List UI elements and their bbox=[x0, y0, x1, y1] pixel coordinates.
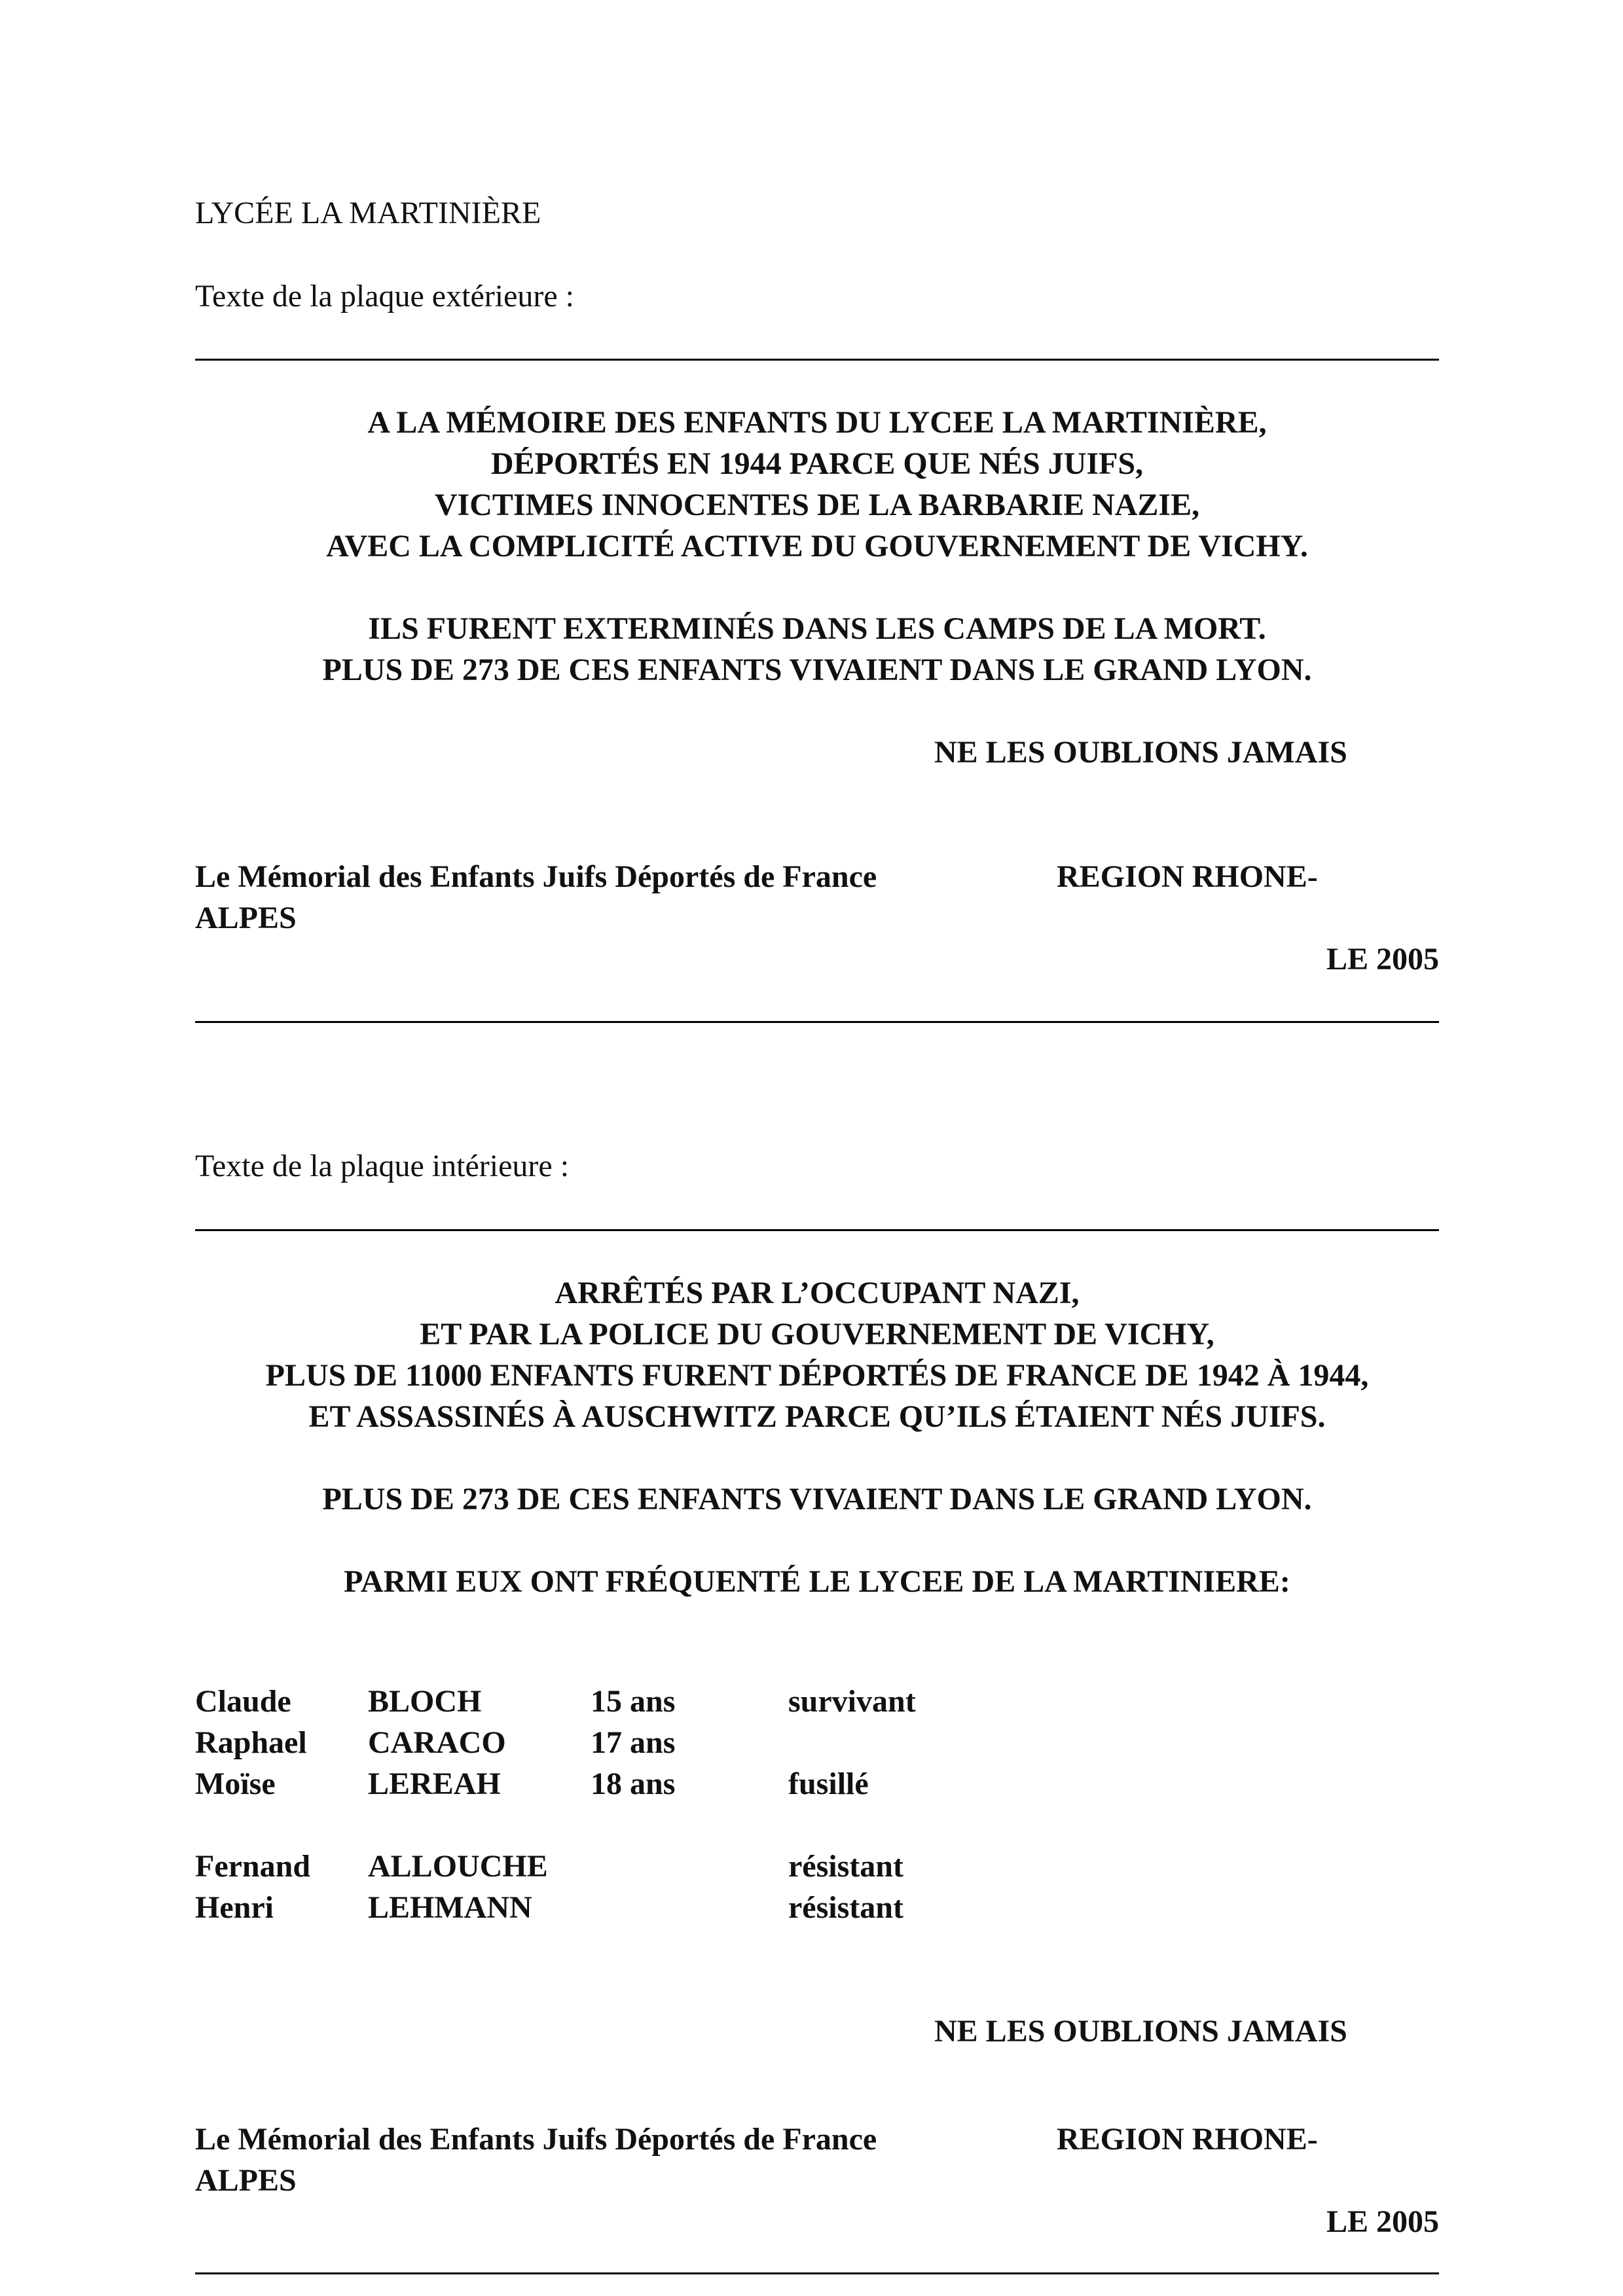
exterior-text-line: A LA MÉMOIRE DES ENFANTS DU LYCEE LA MARTINIÈRE, bbox=[367, 405, 1267, 440]
age: 17 ans bbox=[591, 1725, 676, 1760]
first-name: Fernand bbox=[195, 1849, 311, 1884]
list-item bbox=[195, 1683, 1046, 1723]
last-name: LEHMANN bbox=[368, 1890, 532, 1925]
interior-text-line: ET ASSASSINÉS À AUSCHWITZ PARCE QU’ILS ÉTAIENT NÉS JUIFS. bbox=[308, 1399, 1326, 1434]
interior-signature: Le Mémorial des Enfants Juifs Déportés de France bbox=[195, 2122, 877, 2157]
interior-motto: NE LES OUBLIONS JAMAIS bbox=[934, 2014, 1347, 2049]
first-name: Claude bbox=[195, 1684, 291, 1719]
exterior-text-line: ILS FURENT EXTERMINÉS DANS LES CAMPS DE LA MORT. bbox=[368, 611, 1266, 646]
exterior-region: REGION RHONE- bbox=[1057, 859, 1318, 894]
last-name: BLOCH bbox=[368, 1684, 482, 1719]
interior-text-line: ET PAR LA POLICE DU GOUVERNEMENT DE VICHY, bbox=[420, 1317, 1214, 1352]
interior-text-line: PARMI EUX ONT FRÉQUENTÉ LE LYCEE DE LA MARTINIERE: bbox=[344, 1564, 1290, 1599]
interior-region-continued: ALPES bbox=[195, 2163, 297, 2198]
list-item bbox=[195, 1725, 1046, 1764]
divider bbox=[195, 1021, 1439, 1023]
page-title: LYCÉE LA MARTINIÈRE bbox=[195, 196, 541, 230]
age: 18 ans bbox=[591, 1767, 676, 1801]
exterior-date: LE 2005 bbox=[1326, 942, 1439, 977]
list-item bbox=[195, 1890, 1046, 1929]
divider bbox=[195, 2272, 1439, 2274]
age: 15 ans bbox=[591, 1684, 676, 1719]
note: résistant bbox=[788, 1890, 903, 1925]
interior-text-line: ARRÊTÉS PAR L’OCCUPANT NAZI, bbox=[555, 1276, 1080, 1310]
exterior-text-line: PLUS DE 273 DE CES ENFANTS VIVAIENT DANS LE GRAND LYON. bbox=[322, 653, 1312, 687]
interior-text-line: PLUS DE 273 DE CES ENFANTS VIVAIENT DANS LE GRAND LYON. bbox=[322, 1482, 1312, 1516]
first-name: Moïse bbox=[195, 1767, 276, 1801]
first-name: Henri bbox=[195, 1890, 274, 1925]
list-item bbox=[195, 1848, 1046, 1888]
note: résistant bbox=[788, 1849, 903, 1884]
interior-plaque-label: Texte de la plaque intérieure : bbox=[195, 1149, 570, 1183]
exterior-motto: NE LES OUBLIONS JAMAIS bbox=[934, 735, 1347, 770]
exterior-plaque-label: Texte de la plaque extérieure : bbox=[195, 279, 574, 314]
divider bbox=[195, 1229, 1439, 1231]
exterior-text-line: DÉPORTÉS EN 1944 PARCE QUE NÉS JUIFS, bbox=[490, 446, 1144, 481]
last-name: ALLOUCHE bbox=[368, 1849, 548, 1884]
note: survivant bbox=[788, 1684, 916, 1719]
exterior-text-line: AVEC LA COMPLICITÉ ACTIVE DU GOUVERNEMENT DE VICHY. bbox=[326, 529, 1308, 564]
exterior-region-continued: ALPES bbox=[195, 901, 297, 935]
exterior-signature: Le Mémorial des Enfants Juifs Déportés de France bbox=[195, 859, 877, 894]
divider bbox=[195, 359, 1439, 361]
note: fusillé bbox=[788, 1767, 869, 1801]
last-name: LEREAH bbox=[368, 1767, 501, 1801]
exterior-text-line: VICTIMES INNOCENTES DE LA BARBARIE NAZIE, bbox=[434, 488, 1200, 522]
first-name: Raphael bbox=[195, 1725, 307, 1760]
last-name: CARACO bbox=[368, 1725, 506, 1760]
interior-text-line: PLUS DE 11000 ENFANTS FURENT DÉPORTÉS DE FRANCE DE 1942 À 1944, bbox=[265, 1358, 1369, 1393]
list-item bbox=[195, 1766, 1046, 1805]
interior-date: LE 2005 bbox=[1326, 2204, 1439, 2239]
interior-region: REGION RHONE- bbox=[1057, 2122, 1318, 2157]
